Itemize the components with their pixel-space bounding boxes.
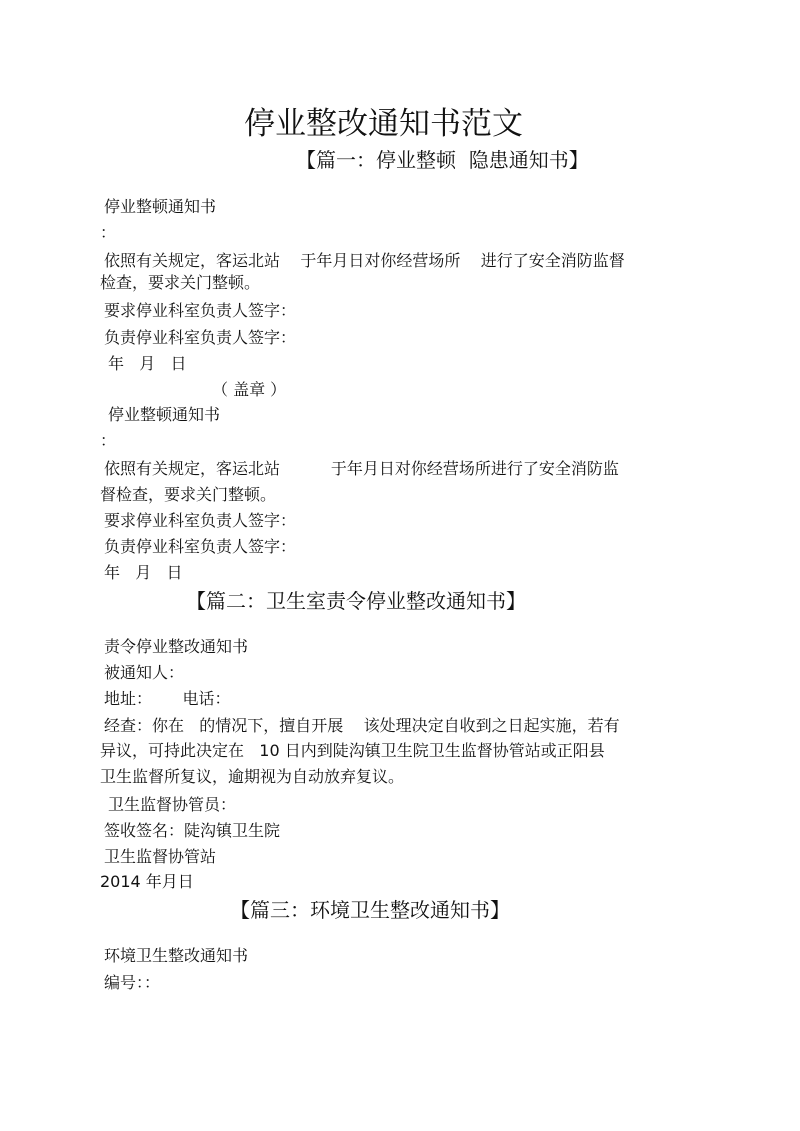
section2-coordinator: 卫生监督协管员： xyxy=(108,795,237,814)
section2-body-line1: 经查：你在 的情况下，擅自开展 该处理决定自收到之日起实施，若有 xyxy=(104,716,620,735)
section2-station: 卫生监督协管站 xyxy=(104,847,217,866)
notice2-date: 年 月 日 xyxy=(104,563,183,582)
notice1-seal: （ 盖章 ） xyxy=(212,380,287,399)
notice2-sign-request: 要求停业科室负责人签字： xyxy=(104,511,297,530)
section2-doc-title: 责令停业整改通知书 xyxy=(104,637,249,656)
section2-body-line2-start: 异议，可持此决定在 xyxy=(100,741,260,760)
notice1-body-line1: 依照有关规定，客运北站 于年月日对你经营场所 进行了安全消防监督 xyxy=(104,251,625,270)
notice2-body-line2: 督检查，要求关门整顿。 xyxy=(100,485,277,504)
section2-signature: 签收签名：陡沟镇卫生院 xyxy=(104,821,281,840)
document-title: 停业整改通知书范文 xyxy=(244,106,523,142)
section2-address-phone: 地址： 电话： xyxy=(104,689,231,708)
notice1-sign-request: 要求停业科室负责人签字： xyxy=(104,301,297,320)
notice2-colon: ： xyxy=(100,431,117,450)
section2-heading: 【篇二：卫生室责令停业整改通知书】 xyxy=(186,589,526,613)
section3-heading: 【篇三：环境卫生整改通知书】 xyxy=(230,898,510,922)
section2-notified-person: 被通知人： xyxy=(104,663,185,682)
section2-date xyxy=(100,872,194,892)
section2-date-suffix: 年月日 xyxy=(140,872,194,891)
section2-body-line2 xyxy=(100,741,605,761)
notice1-colon: ： xyxy=(100,223,117,242)
section2-body-line2-end: 日内到陡沟镇卫生院卫生监督协管站或正阳县 xyxy=(279,741,605,760)
section2-days-number: 10 xyxy=(259,741,280,760)
section3-number: 编号：： xyxy=(104,973,161,992)
notice1-sign-responsible: 负责停业科室负责人签字： xyxy=(104,328,297,347)
section2-year: 2014 xyxy=(100,872,141,891)
notice2-sign-responsible: 负责停业科室负责人签字： xyxy=(104,537,297,556)
notice1-body-line2: 检查，要求关门整顿。 xyxy=(100,273,261,292)
section3-doc-title: 环境卫生整改通知书 xyxy=(104,946,249,965)
notice1-date: 年 月 日 xyxy=(108,354,187,373)
notice2-body-line1: 依照有关规定，客运北站 于年月日对你经营场所进行了安全消防监 xyxy=(104,459,619,478)
notice2-title: 停业整顿通知书 xyxy=(108,405,221,424)
section1-heading: 【篇一：停业整顿 隐患通知书】 xyxy=(296,148,589,172)
notice1-title: 停业整顿通知书 xyxy=(104,197,217,216)
section2-body-line3: 卫生监督所复议，逾期视为自动放弃复议。 xyxy=(100,767,405,786)
